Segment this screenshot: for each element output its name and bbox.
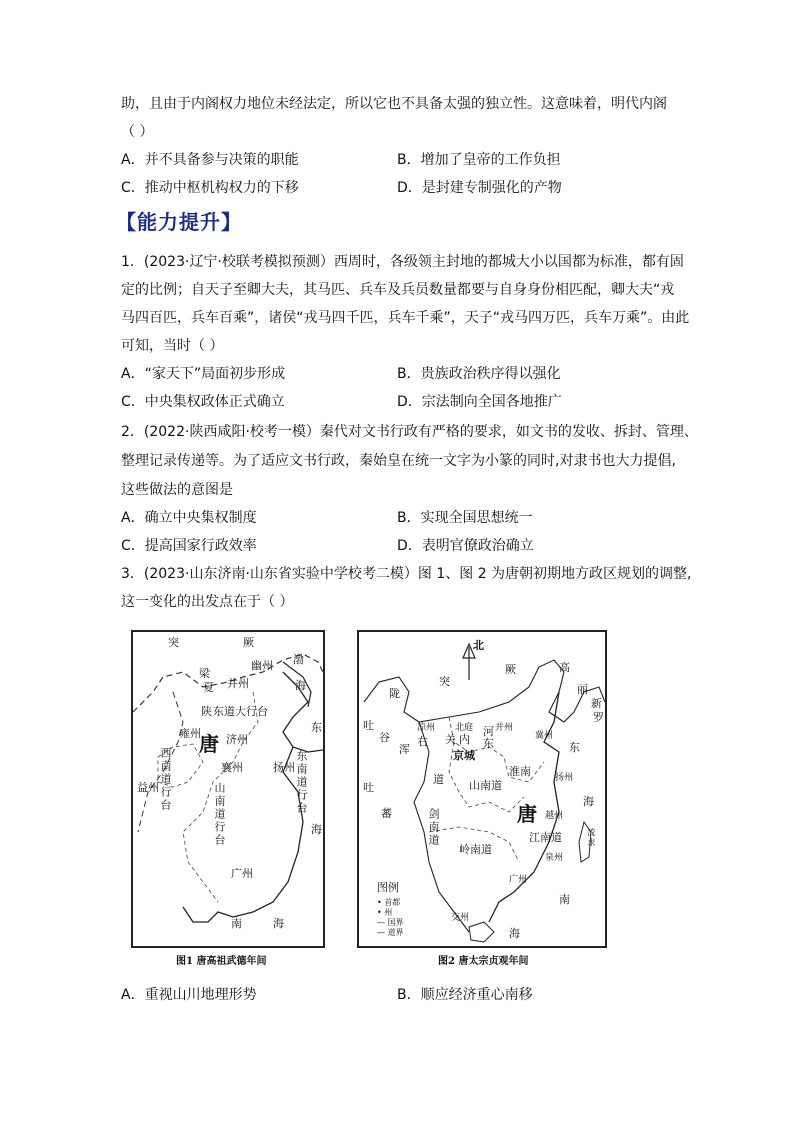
q1-option-a[interactable]: A．“家天下”局面初步形成 <box>121 366 286 382</box>
map1-label: 东 <box>311 721 322 734</box>
map2-label: 海 <box>509 927 520 940</box>
q1-option-d[interactable]: D．宗法制向全国各地推广 <box>397 394 562 410</box>
map2-label: 道 <box>433 773 444 786</box>
q2-option-a[interactable]: A．确立中央集权制度 <box>121 510 257 526</box>
legend-item: — 国界 <box>377 918 404 927</box>
map2-label: 南 <box>559 893 570 906</box>
q1-line: 马四百匹，兵车百乘”，诸侯“戎马四千匹，兵车千乘”，天子“戎马四万匹，兵车万乘”。由此 <box>121 310 690 326</box>
map1-label: 西南道行台 <box>159 747 172 812</box>
map2-label: 淮南 <box>509 765 531 778</box>
map1-label: 并州 <box>227 677 249 690</box>
map1-label: 陕 <box>201 705 212 718</box>
map1-label: 唐 <box>199 732 219 756</box>
map1-label: 东南道行台 <box>295 750 308 815</box>
map2-label: 京城 <box>453 749 475 762</box>
north-arrow-label: 北 <box>473 639 484 652</box>
map1-caption: 图1 唐高祖武德年间 <box>176 956 267 967</box>
map1-label: 幽州 <box>251 659 273 672</box>
map2-label: 剑南道 <box>427 808 440 847</box>
map2-label: 罗 <box>593 711 604 724</box>
map1-label: 益州 <box>137 781 159 794</box>
map1-label: 海 <box>273 917 284 930</box>
map1-label: 山南道行台 <box>213 782 226 847</box>
map2-label: 江南道 <box>529 831 562 844</box>
map2-label: 新 <box>591 697 602 710</box>
q1-option-b[interactable]: B．贵族政治秩序得以强化 <box>397 366 561 382</box>
q2-line: 2．(2022·陕西咸阳·校考一模）秦代对文书行政有严格的要求，如文书的发收、拆封、管理、 <box>121 424 698 440</box>
map1-label: 梁 <box>199 667 210 680</box>
q2-line: 这些做法的意图是 <box>121 482 233 498</box>
map2-label: 冀州 <box>535 731 554 741</box>
q3-option-a[interactable]: A．重视山川地理形势 <box>121 987 257 1003</box>
legend-item: • 首都 <box>377 898 401 907</box>
map2-label: 东 <box>569 741 580 754</box>
map2-label: 吐 <box>363 781 374 794</box>
map2-legend <box>377 898 404 938</box>
map2-label: 扬州 <box>555 773 574 783</box>
q2-line: 整理记录传递等。为了适应文书行政，秦始皇在统一文字为小篆的同时,对隶书也大力提倡, <box>121 453 676 469</box>
map2-label: 蕃 <box>381 807 392 820</box>
map2-label: 突 <box>439 675 450 688</box>
map2-label: 关 <box>445 733 456 746</box>
map-figure-1 <box>131 630 325 948</box>
q1-line: 定的比例；自天子至卿大夫，其马匹、兵车及兵员数量都要与自身身份相匹配，卿大夫“戎 <box>121 282 675 298</box>
section-heading: 【能力提升】 <box>116 210 242 234</box>
map2-label: 广州 <box>509 875 528 885</box>
q2-option-c[interactable]: C．提高国家行政效率 <box>121 538 257 554</box>
map2-legend-title: 图例 <box>377 881 399 894</box>
option-b[interactable]: B．增加了皇帝的工作负担 <box>397 152 561 168</box>
map2-label: 东 <box>483 737 494 750</box>
map1-label: 济州 <box>226 733 248 746</box>
map1-label: 广州 <box>231 867 253 880</box>
map1-label: 海 <box>295 679 306 692</box>
map2-label: 河 <box>483 725 494 738</box>
q3-line: 这一变化的出发点在于（ ） <box>121 594 294 610</box>
option-c[interactable]: C．推动中枢机构权力的下移 <box>121 180 299 196</box>
map2-label: 唐 <box>517 802 537 826</box>
map2-label: 丽 <box>577 683 588 696</box>
map2-label: 浑 <box>399 743 410 756</box>
q1-line: 1．(2023·辽宁·校联考模拟预测）西周时，各级领主封地的都城大小以国都为标准，都有固 <box>121 254 684 270</box>
map2-label: 谷 <box>379 731 390 744</box>
map2-label: 并州 <box>495 723 514 733</box>
map1-label: 海 <box>311 823 322 836</box>
answer-blank: （ ） <box>121 124 154 140</box>
map2-label: 泉州 <box>545 853 564 863</box>
q3-option-b[interactable]: B．顺应经济重心南移 <box>397 987 533 1003</box>
map-figure-2 <box>357 630 607 948</box>
map1-label: 突 <box>168 636 179 649</box>
map2-label: 吐 <box>363 719 374 732</box>
map2-label: 高 <box>559 661 570 674</box>
map2-label: 越州 <box>545 811 564 821</box>
map1-label: 渤 <box>293 653 304 666</box>
q1-line: 可知，当时（ ） <box>121 338 224 354</box>
option-d[interactable]: D．是封建专制强化的产物 <box>397 180 562 196</box>
legend-item: — 道界 <box>377 928 404 937</box>
map2-label: 内 <box>459 733 470 746</box>
question-text-line: 助，且由于内阁权力地位未经法定，所以它也不具备太强的独立性。这意味着，明代内阁 <box>121 96 667 112</box>
map1-label: 厥 <box>243 636 254 649</box>
q3-line: 3．(2023·山东济南·山东省实验中学校考二模）图 1、图 2 为唐朝初期地方政区规划的调整, <box>121 566 692 582</box>
map2-label: 交州 <box>451 913 470 923</box>
map1-label: 雍州 <box>179 727 201 740</box>
map2-label: 海 <box>583 795 594 808</box>
map2-label: 陇 <box>389 687 400 700</box>
map2-label: 山南道 <box>469 779 502 792</box>
map1-label: 东道大行台 <box>213 705 268 718</box>
map1-label: 扬州 <box>273 761 295 774</box>
map2-label: 右 <box>417 735 428 748</box>
map2-label: 凉州 <box>417 723 436 733</box>
q2-option-b[interactable]: B．实现全国思想统一 <box>397 510 533 526</box>
q2-option-d[interactable]: D．表明官僚政治确立 <box>397 538 534 554</box>
map2-label: 流求 <box>587 828 596 848</box>
map2-label: 岭南道 <box>459 843 492 856</box>
map2-label: 厥 <box>505 663 516 676</box>
map1-label: 南 <box>231 917 242 930</box>
map2-caption: 图2 唐太宗贞观年间 <box>438 956 529 967</box>
map1-label: 夏 <box>203 681 214 694</box>
legend-item: • 州 <box>377 908 393 917</box>
q1-option-c[interactable]: C．中央集权政体正式确立 <box>121 394 285 410</box>
map2-label: 北庭 <box>455 723 474 733</box>
map1-label: 襄州 <box>221 761 243 774</box>
option-a[interactable]: A．并不具备参与决策的职能 <box>121 152 299 168</box>
